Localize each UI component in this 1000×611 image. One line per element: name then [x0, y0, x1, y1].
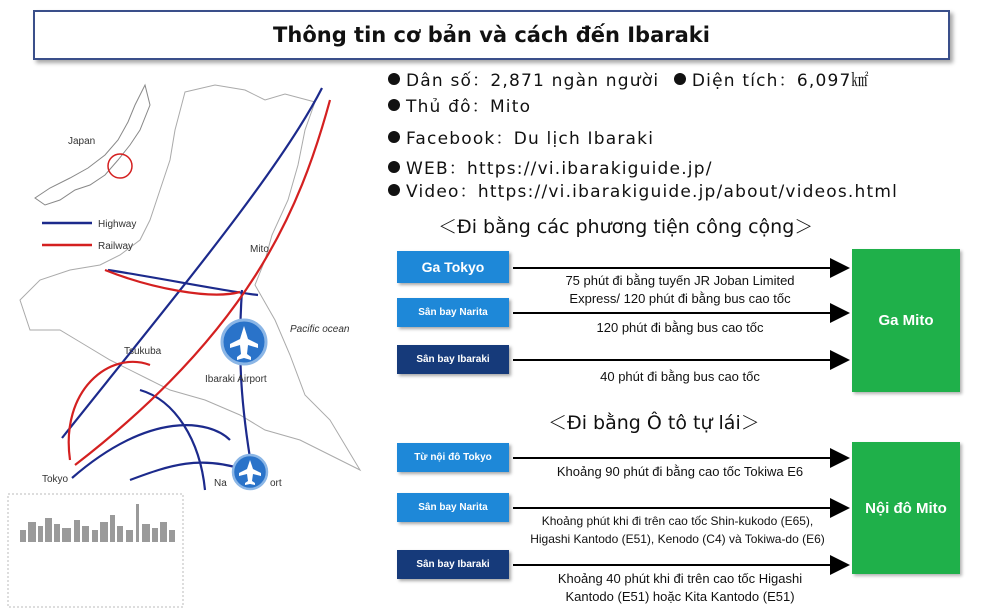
tsukuba-label: Tsukuba — [124, 346, 162, 357]
route-label-tokiwa: Khoảng 90 phút đi bằng cao tốc Tokiwa E6 — [556, 464, 804, 479]
destination-ga-mito: Ga Mito — [852, 249, 960, 392]
web-label: WEB — [406, 159, 449, 179]
car-heading: ＜Đi bằng Ô tô tự lái＞ — [548, 412, 760, 434]
legend-railway-label: Railway — [98, 241, 134, 252]
population-value: 2,871 ngàn người — [490, 71, 660, 91]
info-population-area: Dân số：2,871 ngàn người Diện tích：6,097㎢ — [388, 66, 870, 91]
legend-highway-label: Highway — [98, 219, 137, 230]
facebook-link[interactable]: Du lịch Ibaraki — [513, 129, 655, 149]
info-capital: Thủ đô：Mito — [388, 92, 531, 117]
info-facebook: Facebook：Du lịch Ibaraki — [388, 124, 654, 149]
capital-value: Mito — [489, 97, 532, 117]
source-narita-airport: Sân bay Narita — [397, 298, 509, 327]
video-label: Video — [406, 182, 460, 202]
route-label-jr: 75 phút đi bằng tuyến JR Joban Limited Express/ 120 phút đi bằng bus cao tốc — [565, 273, 795, 306]
web-link[interactable]: https://vi.ibarakiguide.jp/ — [467, 159, 713, 179]
public-transport-heading: ＜Đi bằng các phương tiện công cộng＞ — [438, 216, 814, 238]
facebook-label: Facebook — [406, 129, 496, 149]
info-web: WEB：https://vi.ibarakiguide.jp/ — [388, 154, 713, 179]
video-link[interactable]: https://vi.ibarakiguide.jp/about/videos.html — [477, 182, 899, 202]
population-label: Dân số — [406, 71, 473, 91]
area-value: 6,097㎢ — [796, 71, 870, 91]
pacific-label: Pacific ocean — [290, 324, 350, 335]
source-narita-airport: Sân bay Narita — [397, 493, 509, 522]
capital-label: Thủ đô — [406, 97, 472, 117]
source-ibaraki-airport: Sân bay Ibaraki — [397, 550, 509, 579]
page-title: Thông tin cơ bản và cách đến Ibaraki — [33, 10, 950, 60]
route-label-narita-car: Khoảng phút khi đi trên cao tốc Shin-kukodo (E65), Higashi Kantodo (E51), Kenodo (C4) và Tokiwa-do (E6) — [530, 514, 825, 546]
source-ibaraki-airport: Sân bay Ibaraki — [397, 345, 509, 374]
mito-label: Mito — [250, 244, 269, 255]
narita-label-end: ort — [270, 478, 282, 489]
area-label: Diện tích — [691, 71, 779, 91]
tokyo-label: Tokyo — [42, 474, 69, 485]
route-label-narita-bus: 120 phút đi bằng bus cao tốc — [596, 320, 764, 335]
japan-label: Japan — [68, 136, 96, 147]
narita-label-start: Na — [214, 478, 227, 489]
route-label-ibaraki-car: Khoảng 40 phút khi đi trên cao tốc Higashi Kantodo (E51) hoặc Kita Kantodo (E51) — [557, 571, 803, 604]
source-tokyo-center: Từ nội đô Tokyo — [397, 443, 509, 472]
info-video: Video：https://vi.ibarakiguide.jp/about/videos.html — [388, 177, 898, 202]
ibaraki-airport-label: Ibaraki Airport — [205, 374, 267, 385]
destination-mito-center: Nội đô Mito — [852, 442, 960, 574]
source-ga-tokyo: Ga Tokyo — [397, 251, 509, 283]
route-label-ibaraki-bus: 40 phút đi bằng bus cao tốc — [600, 369, 760, 384]
